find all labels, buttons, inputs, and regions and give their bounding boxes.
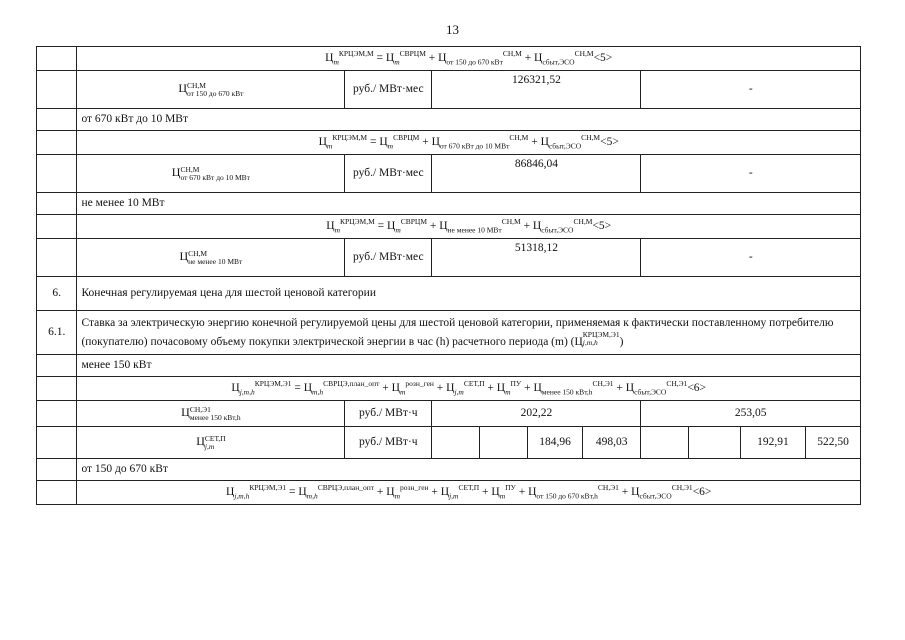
num-cell xyxy=(37,355,77,377)
symbol-sup: СН,Э1 xyxy=(189,404,211,414)
symbol-sup: СН,М xyxy=(187,80,206,90)
item-number: 6. xyxy=(37,277,77,311)
formula-s4: $Ц_{j,m,h}^{КРЦЭМ,Э1} = Ц_{m,h}^{СВРЦЭ,план\_опт} + Ц_m^{розн\_ген} + Ц_{j,m}^{СЕТ,П} + Ц_m^{ПУ} + Ц_{менее 150 кВт,h}^{СН,Э1} + Ц_{сбыт,ЭСО}^{СН,Э1}<6>$ xyxy=(77,377,861,401)
page-number: 13 xyxy=(446,22,459,37)
value-cell: 126321,52 xyxy=(432,71,641,109)
num-cell xyxy=(37,401,77,427)
item-text: Ставка за электрическую энергию конечной регулируемой цены для шестой ценовой категории, применяемая к фактически поставленному потребителю (покупателю) почасовому объему покупки электрической энергии в час (h) расчетного периода (m) (Ц xyxy=(81,317,834,348)
empty-cell xyxy=(479,427,528,459)
formula-s5: $Ц_{j,m,h}^{КРЦЭМ,Э1} = Ц_{m,h}^{СВРЦЭ,план\_опт} + Ц_m^{розн\_ген} + Ц_{j,m}^{СЕТ,П} + Ц_m^{ПУ} + Ц_{от 150 до 670 кВт,h}^{СН,Э1} + Ц_{сбыт,ЭСО}^{СН,Э1}<6>$ xyxy=(77,481,861,505)
value-cell: 498,03 xyxy=(582,427,641,459)
formula-row xyxy=(37,377,861,401)
section-label-row xyxy=(37,109,861,131)
unit-cell: руб./ МВт·мес xyxy=(345,239,432,277)
symbol-cell xyxy=(77,155,345,193)
value-row xyxy=(37,401,861,427)
num-cell xyxy=(37,47,77,71)
section-label: от 670 кВт до 10 МВт xyxy=(77,109,861,131)
symbol-cell xyxy=(77,71,345,109)
formula-s3: $Ц_m^{КРЦЭМ,М} = Ц_m^{СВРЦМ} + Ц_{не менее 10 МВт}^{СН,М} + Ц_{сбыт,ЭСО}^{СН,М}<5>$ xyxy=(77,215,861,239)
symbol: Ц xyxy=(178,81,187,96)
symbol-sub: от 670 кВт до 10 МВт xyxy=(180,172,250,182)
section-label-row xyxy=(37,193,861,215)
item-number: 6.1. xyxy=(37,311,77,355)
num-cell xyxy=(37,481,77,505)
symbol: Ц xyxy=(179,249,189,264)
value-cell: 184,96 xyxy=(528,427,583,459)
symbol-sub: не менее 10 МВт xyxy=(188,256,243,266)
dash-cell: - xyxy=(641,155,861,193)
num-cell xyxy=(37,155,77,193)
value-row xyxy=(37,239,861,277)
num-cell xyxy=(37,109,77,131)
formula-row xyxy=(37,131,861,155)
value-row xyxy=(37,71,861,109)
symbol-sub: j,m xyxy=(204,441,215,451)
value-cell: 522,50 xyxy=(806,427,861,459)
dash-cell: - xyxy=(641,239,861,277)
value-cell: 86846,04 xyxy=(432,155,641,193)
symbol-sub: менее 150 кВт,h xyxy=(189,412,241,422)
symbol: Ц xyxy=(171,165,181,180)
num-cell xyxy=(37,427,77,459)
value-row xyxy=(37,427,861,459)
empty-cell xyxy=(432,427,480,459)
symbol-cell xyxy=(77,427,345,459)
section-label: не менее 10 МВт xyxy=(77,193,861,215)
formula-row xyxy=(37,47,861,71)
section-label: от 150 до 670 кВт xyxy=(77,459,861,481)
empty-cell xyxy=(641,427,689,459)
symbol-sup: СН,М xyxy=(188,248,208,258)
empty-cell xyxy=(688,427,740,459)
formula-row xyxy=(37,481,861,505)
num-cell xyxy=(37,215,77,239)
symbol-sub: от 150 до 670 кВт xyxy=(187,88,244,98)
item-row-6-1 xyxy=(37,311,861,355)
dash-cell: - xyxy=(641,71,861,109)
item-row-6 xyxy=(37,277,861,311)
unit-cell: руб./ МВт·мес xyxy=(345,155,432,193)
num-cell xyxy=(37,131,77,155)
item-text: Конечная регулируемая цена для шестой ценовой категории xyxy=(77,277,861,311)
unit-cell: руб./ МВт·мес xyxy=(345,71,432,109)
symbol: Ц xyxy=(181,405,190,420)
symbol-cell xyxy=(77,401,345,427)
formula-s1: $Ц_m^{КРЦЭМ,М} = Ц_m^{СВРЦМ} + Ц_{от 150 до 670 кВт}^{СН,М} + Ц_{сбыт,ЭСО}^{СН,М}<5>$ xyxy=(77,47,861,71)
symbol: Ц xyxy=(196,434,205,449)
num-cell xyxy=(37,239,77,277)
value-cell: 202,22 xyxy=(432,401,641,427)
section-label: менее 150 кВт xyxy=(77,355,861,377)
tariff-table xyxy=(36,46,861,505)
value-cell: 253,05 xyxy=(641,401,861,427)
num-cell xyxy=(37,377,77,401)
value-row xyxy=(37,155,861,193)
unit-cell: руб./ МВт·ч xyxy=(345,427,432,459)
num-cell xyxy=(37,71,77,109)
num-cell xyxy=(37,193,77,215)
formula-s2: $Ц_m^{КРЦЭМ,М} = Ц_m^{СВРЦМ} + Ц_{от 670 кВт до 10 МВт}^{СН,М} + Ц_{сбыт,ЭСО}^{СН,М}<5>$ xyxy=(77,131,861,155)
value-cell: 51318,12 xyxy=(432,239,641,277)
symbol-sup: СЕТ,П xyxy=(204,433,226,443)
formula-row xyxy=(37,215,861,239)
symbol-sup: СН,М xyxy=(180,164,200,174)
section-label-row xyxy=(37,459,861,481)
unit-cell: руб./ МВт·ч xyxy=(345,401,432,427)
symbol-cell xyxy=(77,239,345,277)
item-text-cell: Ставка за электрическую энергию конечной регулируемой цены для шестой ценовой категории, применяемая к фактически поставленному потребителю (покупателю) почасовому объему покупки электрической энергии в час (h) расчетного периода (m) (Ц КРЦЭМ,Э1 j,m,h ) xyxy=(77,311,861,355)
value-cell: 192,91 xyxy=(740,427,806,459)
num-cell xyxy=(37,459,77,481)
section-label-row xyxy=(37,355,861,377)
